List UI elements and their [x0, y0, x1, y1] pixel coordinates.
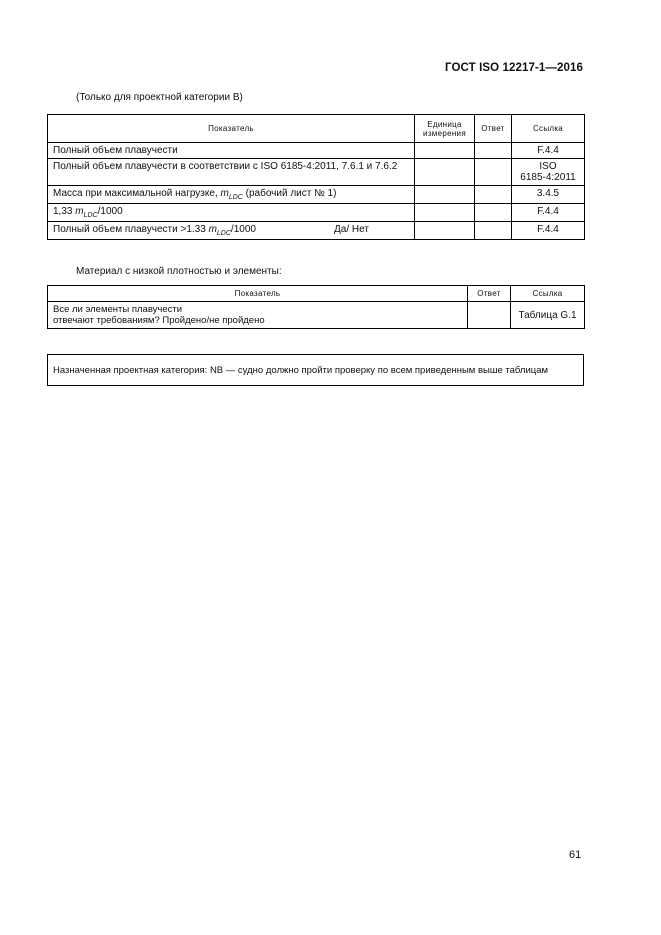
indicator-suffix: /1000	[230, 224, 256, 235]
row-unit	[415, 186, 475, 204]
question-line2: отвечают требованиям? Пройдено/не пройдено	[53, 315, 265, 326]
header-answer: Ответ	[475, 115, 512, 143]
table-row	[48, 302, 585, 329]
header-unit	[415, 115, 475, 143]
question-line1: Все ли элементы плавучести	[53, 304, 183, 315]
category-b-note: (Только для проектной категории B)	[76, 92, 243, 103]
row-ref: Таблица G.1	[511, 302, 585, 329]
row-answer	[475, 143, 512, 159]
indicator-prefix: Масса при максимальной нагрузке,	[53, 188, 221, 199]
variable-subscript	[229, 194, 243, 201]
row-unit	[415, 204, 475, 222]
row-answer	[475, 222, 512, 240]
header-indicator: Показатель	[48, 115, 415, 143]
table-row	[48, 159, 585, 186]
row-indicator	[48, 222, 415, 240]
variable-m: m	[208, 224, 217, 235]
table-row	[48, 355, 584, 386]
variable-m: m	[75, 206, 84, 217]
subscript-text: LDC	[216, 230, 231, 237]
header-ref: Ссылка	[512, 115, 585, 143]
row-ref: F.4.4	[512, 204, 585, 222]
header-answer: Ответ	[468, 286, 511, 302]
indicator-suffix: /1000	[97, 206, 123, 217]
row-answer	[475, 159, 512, 186]
table-header-row	[48, 286, 585, 302]
row-indicator: Полный объем плавучести	[48, 143, 415, 159]
variable-subscript	[217, 230, 231, 237]
buoyancy-table	[47, 114, 585, 240]
row-answer	[475, 204, 512, 222]
indicator-prefix: 1,33	[53, 206, 76, 217]
table-row	[48, 143, 585, 159]
design-category-text: Назначенная проектная категория: NB — судно должно пройти проверку по всем приведенным выше таблицам	[48, 355, 584, 386]
table-header-row	[48, 115, 585, 143]
row-indicator: Полный объем плавучести в соответствии с ISO 6185-4:2011, 7.6.1 и 7.6.2	[48, 159, 415, 186]
row-answer	[475, 186, 512, 204]
ref-line1: ISO	[539, 161, 557, 172]
row-unit	[415, 159, 475, 186]
row-unit	[415, 143, 475, 159]
header-unit-text: Единица измерения	[423, 119, 466, 138]
low-density-note: Материал с низкой плотностью и элементы:	[76, 266, 282, 277]
row-ref: F.4.4	[512, 222, 585, 240]
header-indicator: Показатель	[48, 286, 468, 302]
row-answer	[468, 302, 511, 329]
row-indicator	[48, 186, 415, 204]
variable-m: m	[220, 188, 229, 199]
header-ref: Ссылка	[511, 286, 585, 302]
row-ref: 3.4.5	[512, 186, 585, 204]
row-ref	[512, 159, 585, 186]
variable-subscript	[84, 212, 98, 219]
row-indicator	[48, 204, 415, 222]
ref-line2: 6185-4:2011	[520, 172, 576, 183]
row-unit	[415, 222, 475, 240]
page-number: 61	[569, 849, 582, 861]
table-row	[48, 222, 585, 240]
subscript-text: LDC	[83, 212, 98, 219]
row-ref: F.4.4	[512, 143, 585, 159]
low-density-table	[47, 285, 585, 329]
indicator-suffix: (рабочий лист № 1)	[242, 188, 337, 199]
table-row	[48, 204, 585, 222]
design-category-table	[47, 354, 584, 386]
table-row	[48, 186, 585, 204]
subscript-text: LDC	[228, 194, 243, 201]
yes-no-option: Да/ Нет	[334, 224, 369, 235]
indicator-prefix: Полный объем плавучести >1.33	[53, 224, 209, 235]
document-id: ГОСТ ISO 12217-1—2016	[445, 62, 583, 74]
row-indicator	[48, 302, 468, 329]
